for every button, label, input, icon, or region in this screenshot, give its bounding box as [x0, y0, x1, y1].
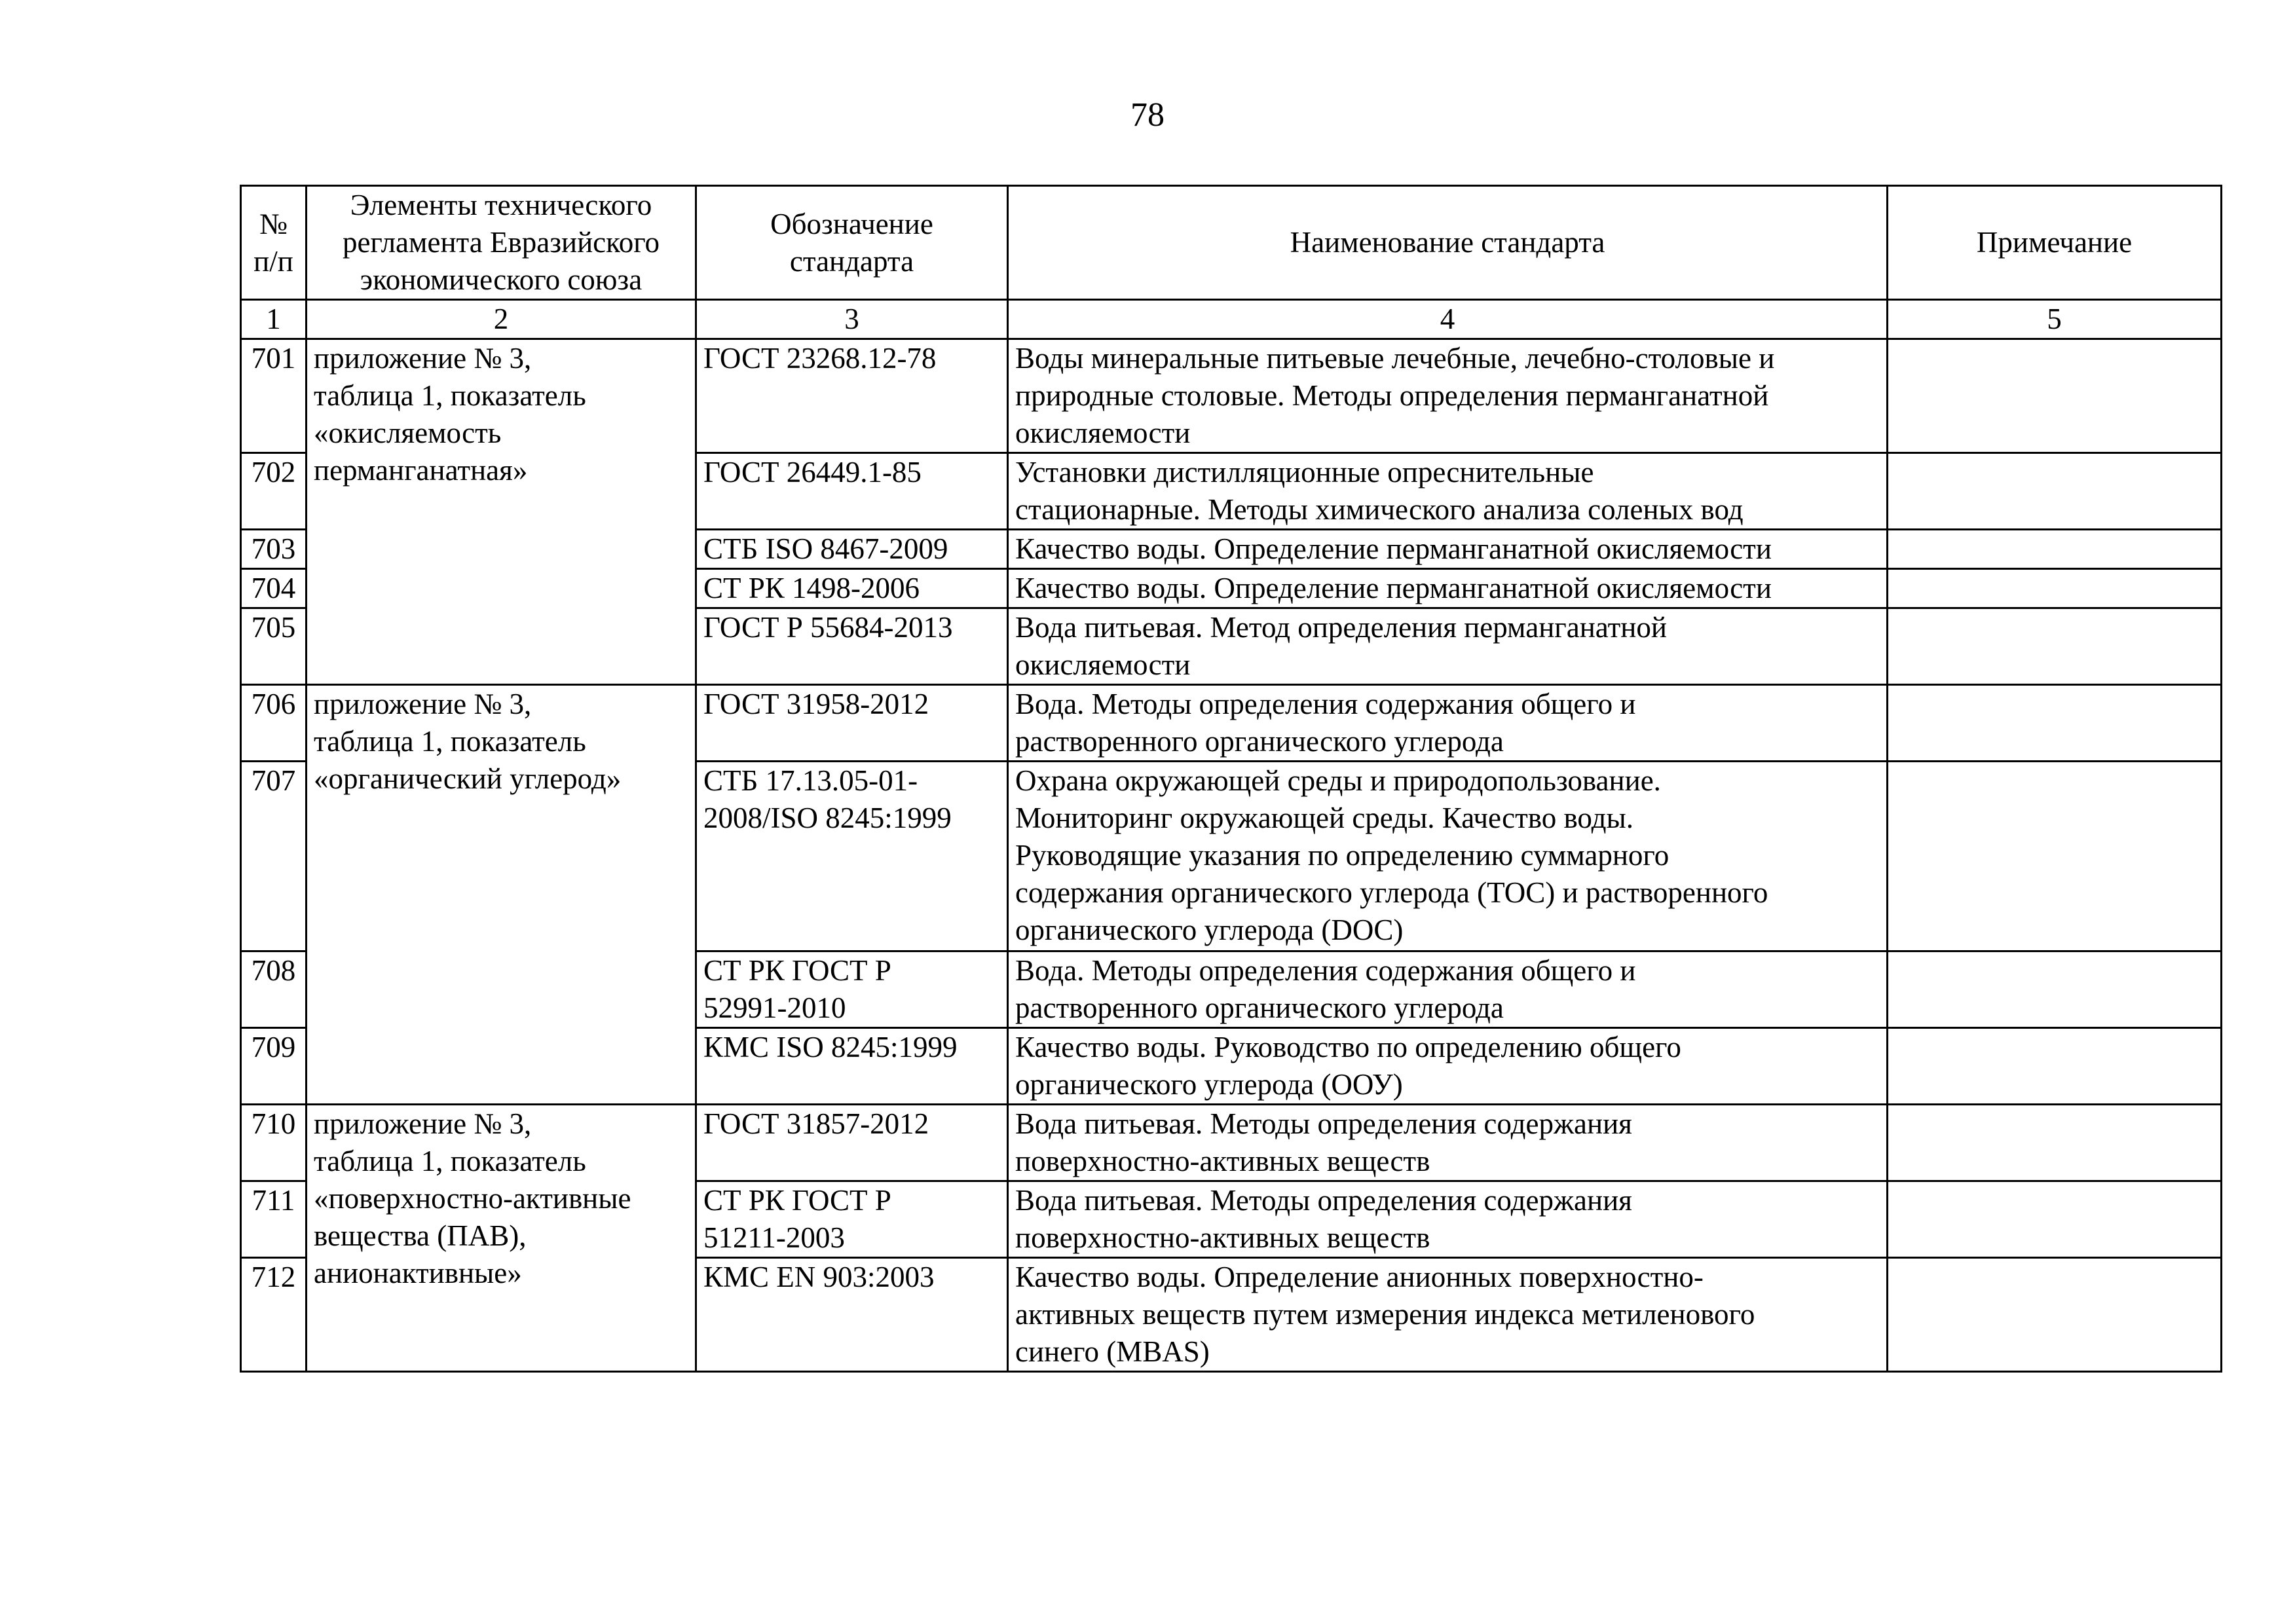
- standard-name: Охрана окружающей среды и природопользование. Мониторинг окружающей среды. Качество воды. Руководящие указания по определению суммарного содержания органического углерода (TOC) и растворенного органического углерода (DOC): [1008, 762, 1888, 951]
- table-header-row: [241, 186, 2222, 300]
- table-row: [241, 1105, 2222, 1181]
- standard-name: Вода питьевая. Метод определения перманганатной окисляемости: [1008, 608, 1888, 685]
- standard-code: ГОСТ 31857-2012: [696, 1105, 1008, 1181]
- standard-code: СТ РК ГОСТ Р 52991-2010: [696, 951, 1008, 1028]
- regulation-element: приложение № 3, таблица 1, показатель «поверхностно-активные вещества (ПАВ), анионактивные»: [307, 1105, 696, 1372]
- row-number: 707: [241, 762, 307, 951]
- standard-note: [1888, 762, 2222, 951]
- header-element: Элементы технического регламента Евразийского экономического союза: [307, 186, 696, 300]
- standard-name: Качество воды. Определение перманганатной окисляемости: [1008, 530, 1888, 569]
- row-number: 703: [241, 530, 307, 569]
- column-index: 4: [1008, 300, 1888, 339]
- standard-name: Воды минеральные питьевые лечебные, лечебно-столовые и природные столовые. Методы определения перманганатной окисляемости: [1008, 339, 1888, 453]
- standard-note: [1888, 339, 2222, 453]
- standard-code: ГОСТ 31958-2012: [696, 685, 1008, 762]
- standard-code: ГОСТ 23268.12-78: [696, 339, 1008, 453]
- row-number: 701: [241, 339, 307, 453]
- standard-note: [1888, 685, 2222, 762]
- standards-table: [240, 185, 2222, 1373]
- row-number: 710: [241, 1105, 307, 1181]
- regulation-element: приложение № 3, таблица 1, показатель «органический углерод»: [307, 685, 696, 1105]
- standard-note: [1888, 1028, 2222, 1105]
- standard-code: СТ РК 1498-2006: [696, 569, 1008, 608]
- standard-code: КМС ISO 8245:1999: [696, 1028, 1008, 1105]
- regulation-element: приложение № 3, таблица 1, показатель «окисляемость перманганатная»: [307, 339, 696, 685]
- header-name: Наименование стандарта: [1008, 186, 1888, 300]
- row-number: 706: [241, 685, 307, 762]
- column-index-row: [241, 300, 2222, 339]
- standard-name: Качество воды. Определение перманганатной окисляемости: [1008, 569, 1888, 608]
- column-index: 1: [241, 300, 307, 339]
- page-number: 78: [1130, 96, 1165, 134]
- column-index: 5: [1888, 300, 2222, 339]
- row-number: 711: [241, 1181, 307, 1258]
- row-number: 705: [241, 608, 307, 685]
- standard-note: [1888, 1105, 2222, 1181]
- row-number: 708: [241, 951, 307, 1028]
- standard-name: Вода питьевая. Методы определения содержания поверхностно-активных веществ: [1008, 1105, 1888, 1181]
- standard-name: Качество воды. Определение анионных поверхностно- активных веществ путем измерения индекса метиленового синего (MBAS): [1008, 1258, 1888, 1372]
- standard-note: [1888, 951, 2222, 1028]
- standard-note: [1888, 530, 2222, 569]
- standard-note: [1888, 1181, 2222, 1258]
- standard-code: КМС EN 903:2003: [696, 1258, 1008, 1372]
- standard-note: [1888, 569, 2222, 608]
- table-row: [241, 339, 2222, 453]
- standard-name: Качество воды. Руководство по определению общего органического углерода (ООУ): [1008, 1028, 1888, 1105]
- header-num: № п/п: [241, 186, 307, 300]
- standard-name: Вода питьевая. Методы определения содержания поверхностно-активных веществ: [1008, 1181, 1888, 1258]
- header-note: Примечание: [1888, 186, 2222, 300]
- row-number: 704: [241, 569, 307, 608]
- standard-code: СТБ ISO 8467-2009: [696, 530, 1008, 569]
- column-index: 2: [307, 300, 696, 339]
- standard-code: СТ РК ГОСТ Р 51211-2003: [696, 1181, 1008, 1258]
- standard-name: Установки дистилляционные опреснительные стационарные. Методы химического анализа соленых вод: [1008, 453, 1888, 530]
- row-number: 709: [241, 1028, 307, 1105]
- standard-name: Вода. Методы определения содержания общего и растворенного органического углерода: [1008, 685, 1888, 762]
- table-row: [241, 685, 2222, 762]
- standard-note: [1888, 608, 2222, 685]
- standard-note: [1888, 1258, 2222, 1372]
- row-number: 702: [241, 453, 307, 530]
- standard-code: ГОСТ Р 55684-2013: [696, 608, 1008, 685]
- column-index: 3: [696, 300, 1008, 339]
- standard-code: СТБ 17.13.05-01- 2008/ISO 8245:1999: [696, 762, 1008, 951]
- row-number: 712: [241, 1258, 307, 1372]
- header-code: Обозначение стандарта: [696, 186, 1008, 300]
- standard-name: Вода. Методы определения содержания общего и растворенного органического углерода: [1008, 951, 1888, 1028]
- standard-code: ГОСТ 26449.1-85: [696, 453, 1008, 530]
- standard-note: [1888, 453, 2222, 530]
